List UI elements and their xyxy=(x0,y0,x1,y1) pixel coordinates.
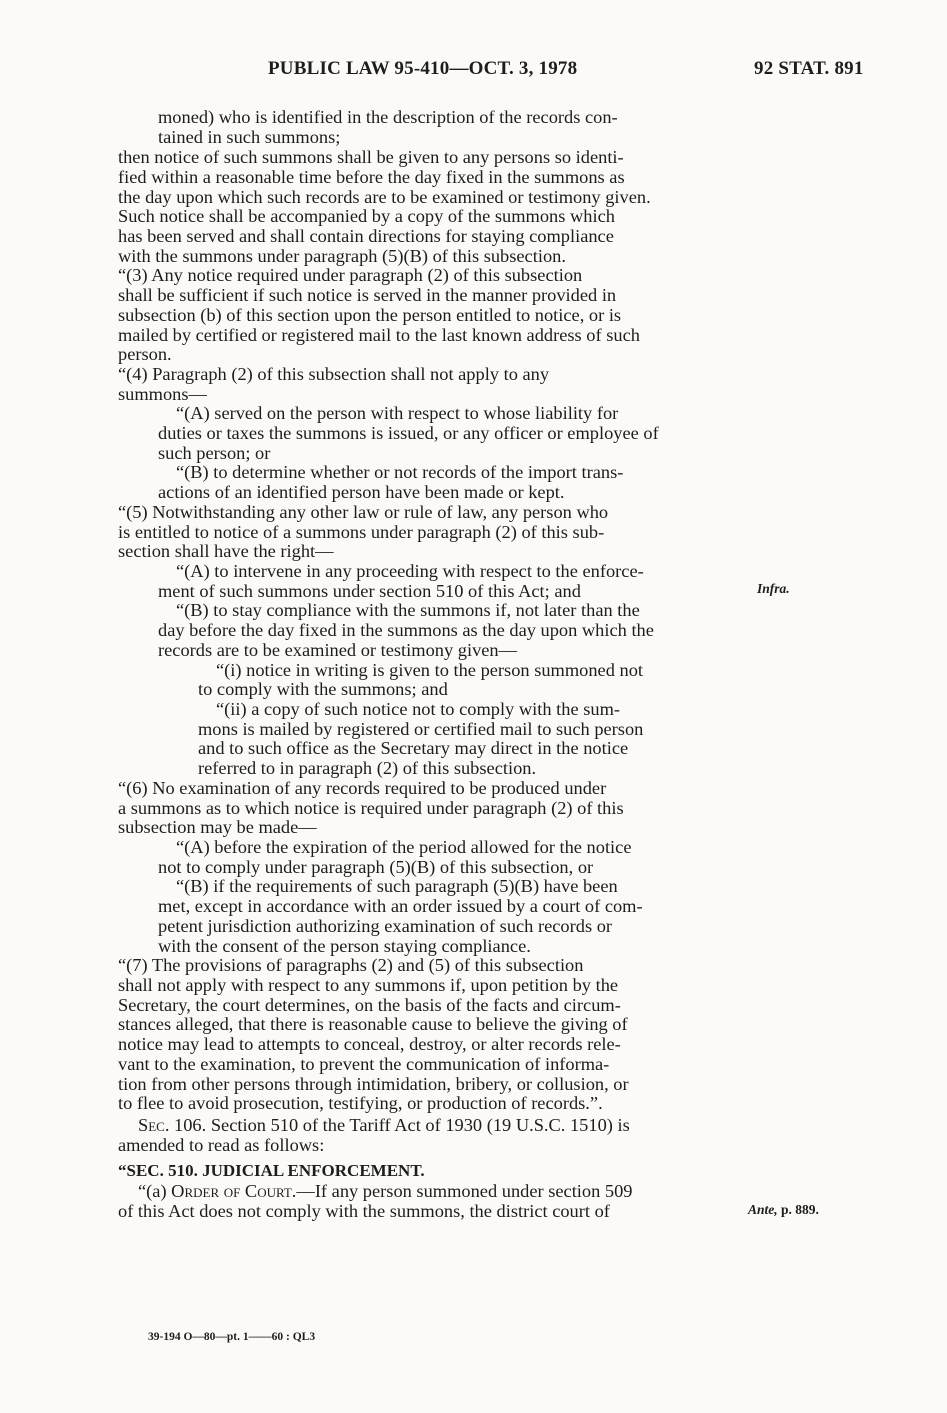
text-line: “(6) No examination of any records required to be produced under xyxy=(118,778,607,798)
order-of-court-line xyxy=(138,1182,633,1201)
text-line: referred to in paragraph (2) of this subsection. xyxy=(198,758,537,778)
text-line: such person; or xyxy=(158,443,271,463)
text-line: mailed by certified or registered mail to the last known address of such xyxy=(118,325,640,345)
text-line: subsection may be made— xyxy=(118,817,317,837)
text-line: with the summons under paragraph (5)(B) of this subsection. xyxy=(118,246,566,266)
text-line: met, except in accordance with an order issued by a court of com- xyxy=(158,896,643,916)
text-line: and to such office as the Secretary may direct in the notice xyxy=(198,738,629,758)
text-line: ment of such summons under section 510 of this Act; and xyxy=(158,581,581,601)
text-line: the day upon which such records are to be examined or testimony given. xyxy=(118,187,651,207)
text-line: amended to read as follows: xyxy=(118,1135,325,1155)
order-of-court-heading: Order of Court. xyxy=(171,1181,297,1201)
text-line: of this Act does not comply with the summons, the district court of xyxy=(118,1201,610,1221)
text-line: fied within a reasonable time before the day fixed in the summons as xyxy=(118,167,625,187)
order-prefix: “(a) xyxy=(138,1181,172,1201)
text-line: to flee to avoid prosecution, testifying, or production of records.”. xyxy=(118,1093,603,1113)
text-line: not to comply under paragraph (5)(B) of this subsection, or xyxy=(158,857,594,877)
text-line: “(B) if the requirements of such paragraph (5)(B) have been xyxy=(176,876,618,896)
text-line: section shall have the right— xyxy=(118,541,334,561)
text-line: vant to the examination, to prevent the communication of informa- xyxy=(118,1054,610,1074)
text-line: moned) who is identified in the description of the records con- xyxy=(158,107,618,127)
text-line: notice may lead to attempts to conceal, destroy, or alter records rele- xyxy=(118,1034,621,1054)
text-line: actions of an identified person have been made or kept. xyxy=(158,482,565,502)
text-line: “(i) notice in writing is given to the person summoned not xyxy=(216,660,643,680)
order-of-court-text: —If any person summoned under section 509 xyxy=(296,1181,633,1201)
margin-note-ante xyxy=(748,1202,819,1218)
margin-note-ante-page: p. 889. xyxy=(777,1202,819,1217)
text-line: “(A) before the expiration of the period allowed for the notice xyxy=(176,837,632,857)
text-line: subsection (b) of this section upon the person entitled to notice, or is xyxy=(118,305,622,325)
text-line: shall be sufficient if such notice is served in the manner provided in xyxy=(118,285,617,305)
text-line: “(7) The provisions of paragraphs (2) and (5) of this subsection xyxy=(118,955,584,975)
text-line: duties or taxes the summons is issued, or any officer or employee of xyxy=(158,423,659,443)
text-line: tion from other persons through intimidation, bribery, or collusion, or xyxy=(118,1074,629,1094)
text-line: tained in such summons; xyxy=(158,127,341,147)
section-510-heading: “SEC. 510. JUDICIAL ENFORCEMENT. xyxy=(118,1161,425,1180)
section-106-text: 106. Section 510 of the Tariff Act of 1930 (19 U.S.C. 1510) is xyxy=(169,1115,630,1135)
text-line: to comply with the summons; and xyxy=(198,679,448,699)
text-line: “(4) Paragraph (2) of this subsection shall not apply to any xyxy=(118,364,550,384)
statute-page-number: 92 STAT. 891 xyxy=(754,58,864,79)
text-line: “(A) served on the person with respect to whose liability for xyxy=(176,403,619,423)
text-line: “(3) Any notice required under paragraph (2) of this subsection xyxy=(118,265,583,285)
text-line: records are to be examined or testimony given— xyxy=(158,640,518,660)
margin-note-infra: Infra. xyxy=(757,581,790,596)
text-line: is entitled to notice of a summons under paragraph (2) of this sub- xyxy=(118,522,605,542)
text-line: summons— xyxy=(118,384,207,404)
text-line: a summons as to which notice is required under paragraph (2) of this xyxy=(118,798,624,818)
margin-note-ante-italic: Ante, xyxy=(748,1202,778,1217)
text-line: “(B) to determine whether or not records of the import trans- xyxy=(176,462,624,482)
text-line: person. xyxy=(118,344,172,364)
text-line: stances alleged, that there is reasonable cause to believe the giving of xyxy=(118,1014,628,1034)
printer-footer-code: 39-194 O—80—pt. 1——60 : QL3 xyxy=(148,1331,316,1343)
text-line: petent jurisdiction authorizing examination of such records or xyxy=(158,916,613,936)
text-line: “(B) to stay compliance with the summons if, not later than the xyxy=(176,600,640,620)
running-header-title: PUBLIC LAW 95-410—OCT. 3, 1978 xyxy=(268,58,578,79)
text-line: mons is mailed by registered or certified mail to such person xyxy=(198,719,644,739)
text-line: “(ii) a copy of such notice not to comply with the sum- xyxy=(216,699,620,719)
text-line: “(A) to intervene in any proceeding with respect to the enforce- xyxy=(176,561,644,581)
text-line: Such notice shall be accompanied by a copy of the summons which xyxy=(118,206,615,226)
text-line: “(5) Notwithstanding any other law or rule of law, any person who xyxy=(118,502,609,522)
text-line: has been served and shall contain directions for staying compliance xyxy=(118,226,614,246)
text-line: shall not apply with respect to any summons if, upon petition by the xyxy=(118,975,619,995)
section-abbreviation: Sec. xyxy=(138,1115,170,1135)
text-line: Secretary, the court determines, on the basis of the facts and circum- xyxy=(118,995,621,1015)
section-106-line xyxy=(138,1116,630,1135)
text-line: then notice of such summons shall be given to any persons so identi- xyxy=(118,147,624,167)
text-line: with the consent of the person staying compliance. xyxy=(158,936,531,956)
text-line: day before the day fixed in the summons as the day upon which the xyxy=(158,620,654,640)
